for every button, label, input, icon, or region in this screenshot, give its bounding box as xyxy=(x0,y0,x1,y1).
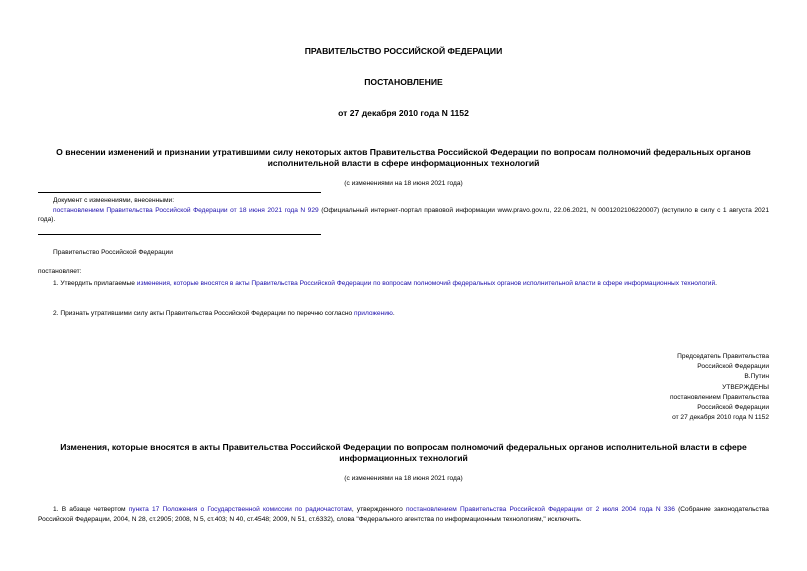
annex-title: Изменения, которые вносятся в акты Правительства Российской Федерации по вопросам полномочий федеральных органов исполнительной власти в сфере информационных технологий xyxy=(60,442,747,463)
amend-note: (с изменениями на 18 июня 2021 года) xyxy=(344,180,463,187)
government-heading: ПРАВИТЕЛЬСТВО РОССИЙСКОЙ ФЕДЕРАЦИИ xyxy=(304,46,503,56)
document-title: О внесении изменений и признании утратившими силу некоторых актов Правительства Российской Федерации по вопросам полномочий федеральных органов исполнительной власти в сфере информационных технологий xyxy=(56,147,751,168)
approval-line: постановлением Правительства xyxy=(669,393,769,401)
item-1 xyxy=(38,279,769,289)
changes-intro: Документ с изменениями, внесенными: xyxy=(53,197,175,204)
item-2-post: . xyxy=(392,310,395,317)
annex-amend-note: (с изменениями на 18 июня 2021 года) xyxy=(344,475,463,482)
decides: постановляет: xyxy=(38,268,82,275)
item-1-post: . xyxy=(715,280,718,287)
changes-rest: (Официальный интернет-портал правовой информации www.pravo.gov.ru, 22.06.2021, N 0001202106220007) (вступило в силу с 1 августа 2021 года). xyxy=(38,206,769,223)
annex-p1-a: 1. В абзаце четвертом xyxy=(53,506,129,513)
annex-paragraph-1 xyxy=(38,505,769,524)
annex-p1-b: , утвержденного xyxy=(351,506,406,513)
changes-link[interactable]: постановлением Правительства Российской Федерации от 18 июня 2021 года N 929 xyxy=(53,206,319,214)
item-1-link[interactable]: изменения, которые вносятся в акты Правительства Российской Федерации по вопросам полномочий федеральных органов исполнительной власти в сфере информационных технологий xyxy=(136,280,716,287)
item-1-pre: 1. Утвердить прилагаемые xyxy=(53,280,137,287)
date-number-heading: от 27 декабря 2010 года N 1152 xyxy=(338,108,469,118)
item-2 xyxy=(53,309,395,319)
divider-top xyxy=(38,192,321,193)
approval-line: УТВЕРЖДЕНЫ xyxy=(722,383,769,391)
signature-line: Российской Федерации xyxy=(697,363,769,371)
annex-p1-link-2[interactable]: постановлением Правительства Российской Федерации от 2 июля 2004 года N 336 xyxy=(405,506,675,513)
issuer: Правительство Российской Федерации xyxy=(53,249,173,256)
annex-p1-c: (Собрание законодательства Российской Федерации, 2004, N 28, ст.2905; 2008, N 5, ст.403; N 40, ст.4548; 2009, N 51, ст.6332), слова "Федерального агентства по информационным технологиям," исключить. xyxy=(38,506,769,523)
changes-box xyxy=(38,196,769,225)
signature-line: Председатель Правительства xyxy=(677,353,769,360)
changes-text xyxy=(38,206,769,225)
item-2-pre: 2. Признать утратившими силу акты Правительства Российской Федерации по перечню согласно xyxy=(53,310,355,317)
divider-bottom xyxy=(38,234,321,235)
annex-p1-link-1[interactable]: пункта 17 Положения о Государственной комиссии по радиочастотам xyxy=(128,506,352,513)
signature-block xyxy=(670,352,769,423)
approval-line: от 27 декабря 2010 года N 1152 xyxy=(672,414,769,422)
doc-type-heading: ПОСТАНОВЛЕНИЕ xyxy=(364,77,443,87)
approval-line: Российской Федерации xyxy=(697,404,769,412)
item-2-link[interactable]: приложению xyxy=(354,310,393,317)
signature-line: В.Путин xyxy=(744,373,769,381)
